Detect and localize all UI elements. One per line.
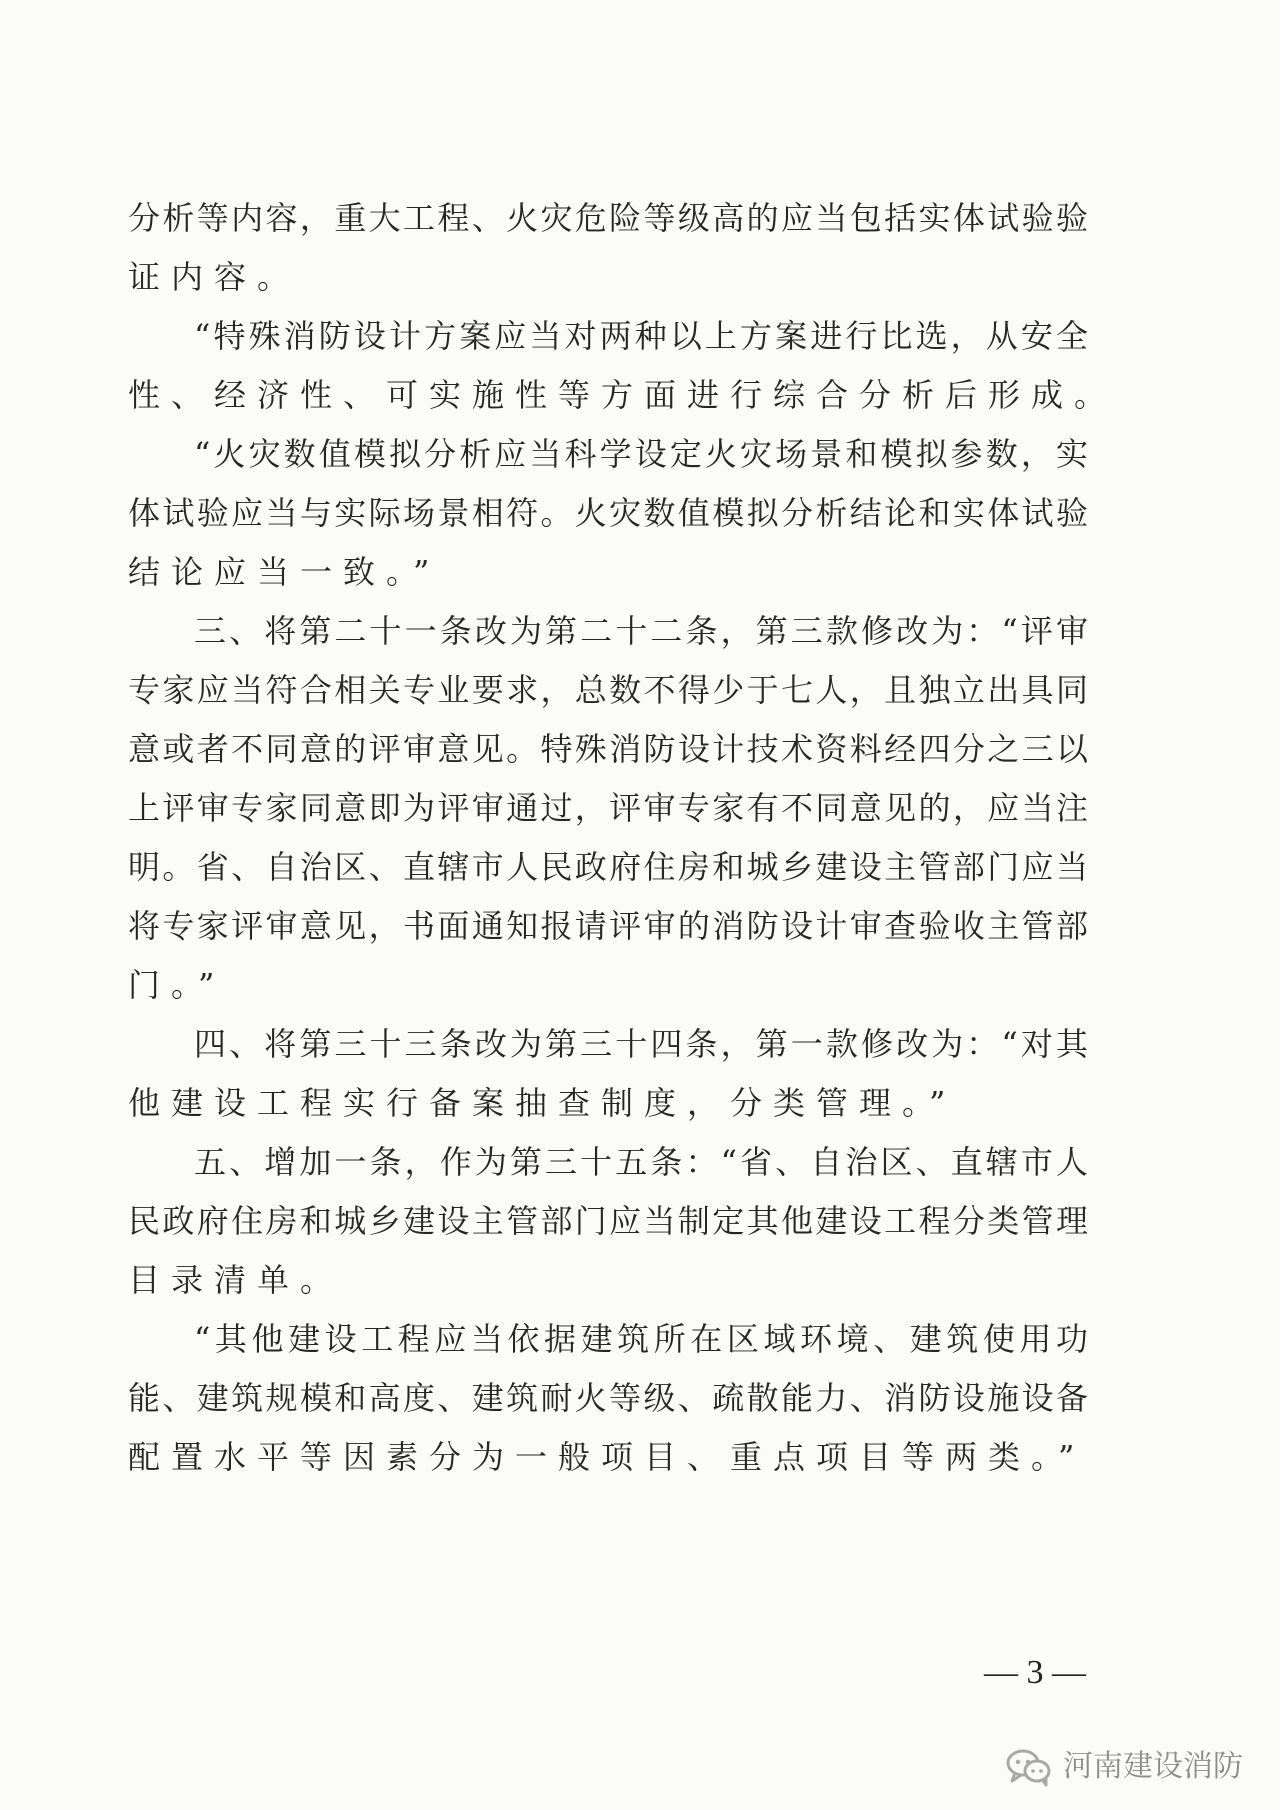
- body-text-line: 配置水平等因素分为一般项目、重点项目等两类。”: [128, 1438, 1086, 1476]
- body-text-line: 目录清单。: [128, 1261, 344, 1299]
- body-text-line: 明。省、自治区、直辖市人民政府住房和城乡建设主管部门应当: [128, 848, 1088, 886]
- body-text-line: 五、增加一条，作为第三十五条：“省、自治区、直辖市人: [194, 1143, 1088, 1181]
- body-text-line: 性、经济性、可实施性等方面进行综合分析后形成。: [128, 376, 1118, 414]
- body-text-line: 能、建筑规模和高度、建筑耐火等级、疏散能力、消防设施设备: [128, 1379, 1088, 1417]
- body-text-line: 分析等内容，重大工程、火灾危险等级高的应当包括实体试验验: [128, 199, 1088, 237]
- body-text-line: 四、将第三十三条改为第三十四条，第一款修改为：“对其: [194, 1025, 1088, 1063]
- watermark-text: 河南建设消防: [1063, 1750, 1243, 1783]
- watermark: [1003, 1743, 1253, 1791]
- body-text-line: “其他建设工程应当依据建筑所在区域环境、建筑使用功: [194, 1320, 1088, 1358]
- body-text-line: “特殊消防设计方案应当对两种以上方案进行比选，从安全: [194, 317, 1088, 355]
- wechat-icon: [1003, 1746, 1055, 1788]
- body-text-line: 他建设工程实行备案抽查制度，分类管理。”: [128, 1084, 957, 1122]
- body-text-line: 上评审专家同意即为评审通过，评审专家有不同意见的，应当注: [128, 789, 1088, 827]
- body-text-line: “火灾数值模拟分析应当科学设定火灾场景和模拟参数，实: [194, 435, 1088, 473]
- body-text-line: 民政府住房和城乡建设主管部门应当制定其他建设工程分类管理: [128, 1202, 1088, 1240]
- body-text-line: 证内容。: [128, 258, 301, 296]
- body-text-line: 体试验应当与实际场景相符。火灾数值模拟分析结论和实体试验: [128, 494, 1088, 532]
- body-text-line: 专家应当符合相关专业要求，总数不得少于七人，且独立出具同: [128, 671, 1088, 709]
- body-text-line: 将专家评审意见，书面通知报请评审的消防设计审查验收主管部: [128, 907, 1088, 945]
- body-text-line: 门。”: [128, 966, 226, 1004]
- body-text-line: 结论应当一致。”: [128, 553, 441, 591]
- page-number: — 3 —: [984, 1654, 1086, 1691]
- body-text-line: 三、将第二十一条改为第二十二条，第三款修改为：“评审: [194, 612, 1088, 650]
- body-text-line: 意或者不同意的评审意见。特殊消防设计技术资料经四分之三以: [128, 730, 1088, 768]
